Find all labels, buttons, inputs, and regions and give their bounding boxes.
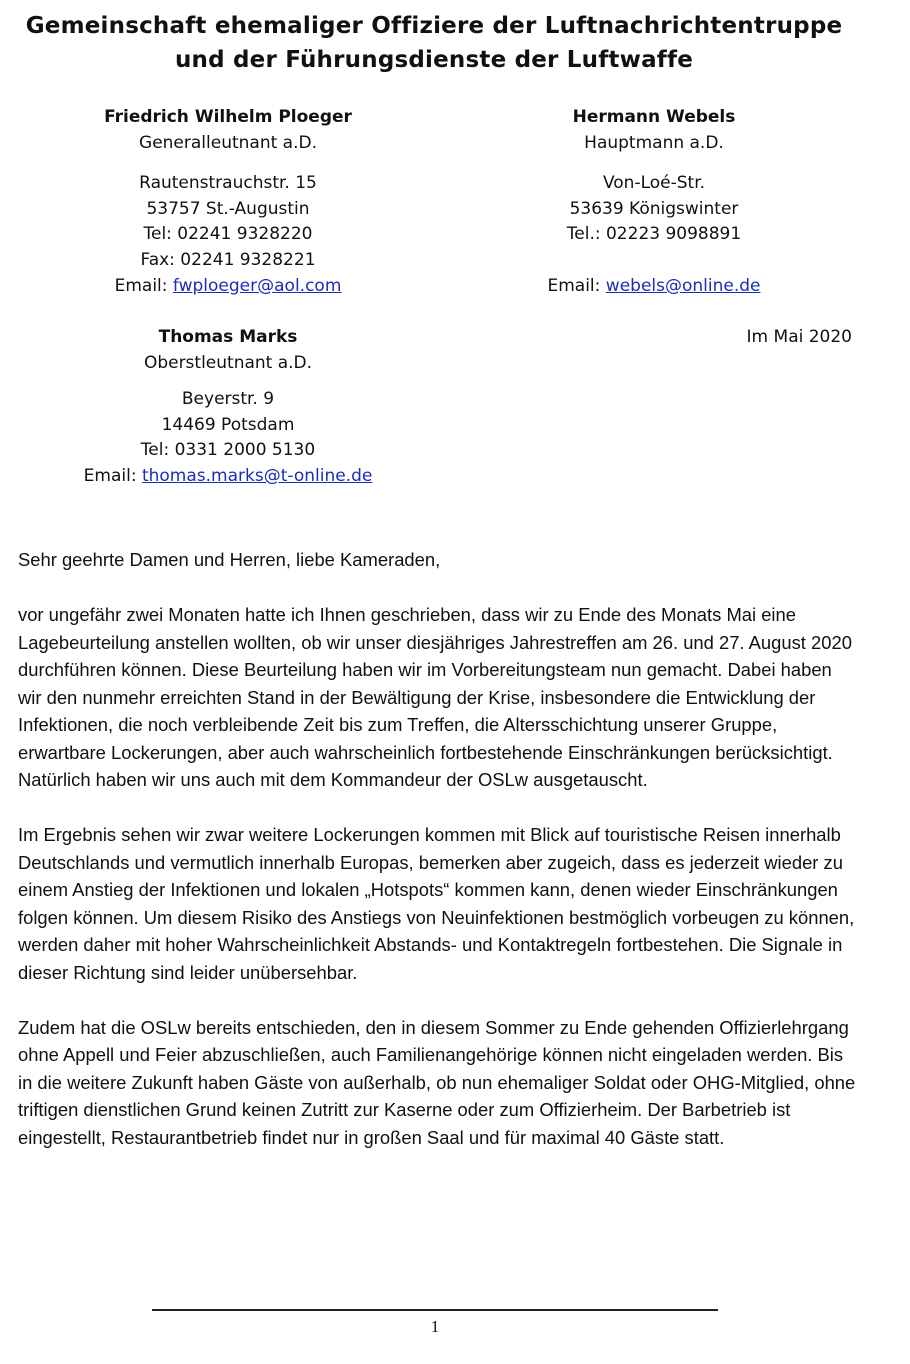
letter-salutation: Sehr geehrte Damen und Herren, liebe Kameraden,	[18, 549, 441, 570]
contact-email-row	[78, 464, 378, 490]
organization-title-line-1: Gemeinschaft ehemaliger Offiziere der Luftnachrichtentruppe	[25, 13, 843, 39]
contact-email-label: Email:	[83, 465, 137, 486]
footer-divider	[152, 1309, 718, 1311]
contact-name: Hermann Webels	[572, 107, 736, 127]
contact-street: Beyerstr. 9	[181, 389, 275, 410]
contact-email-label: Email:	[114, 275, 168, 296]
contact-phone: Tel.: 02223 9098891	[566, 224, 742, 245]
contact-email-row	[78, 274, 378, 300]
contact-email-label: Email:	[547, 275, 601, 296]
letter-paragraph-2: Im Ergebnis sehen wir zwar weitere Lockerungen kommen mit Blick auf touristische Reisen innerhalb Deutschlands und vermutlich innerhalb Europas, bemerken aber zugeich, dass es jederzeit wieder zu einem Anstieg der Infektionen und lokalen „Hotspots“ kommen kann, denen wieder Einschränkungen folgen können. Um diesem Risiko des Anstiegs von Neuinfektionen bestmöglich vorbeugen zu können, werden daher mit hoher Wahrscheinlichkeit Abstands- und Kontaktregeln fortbestehen. Die Signale in dieser Richtung sind leider unübersehbar.	[18, 824, 855, 983]
contact-city: 14469 Potsdam	[161, 414, 295, 435]
contact-fax: Fax: 02241 9328221	[140, 249, 316, 270]
contact-block-webels	[504, 105, 804, 299]
letter-body	[18, 546, 858, 1179]
contact-city: 53639 Königswinter	[569, 198, 739, 219]
contact-street: Rautenstrauchstr. 15	[139, 173, 317, 194]
letter-paragraph-3: Zudem hat die OSLw bereits entschieden, den in diesem Sommer zu Ende gehenden Offizierlehrgang ohne Appell und Feier abzuschließen, auch Familienangehörige können nicht eingeladen werden. Bis in die weitere Zukunft haben Gäste von außerhalb, ob nun ehemaliger Soldat oder OHG-Mitglied, ohne triftigen dienstlichen Grund keinen Zutritt zur Kaserne oder zum Offizierheim. Der Barbetrieb ist eingestellt, Restaurantbetrieb findet nur in großen Saal und für maximal 40 Gäste statt.	[18, 1016, 856, 1148]
contact-phone: Tel: 0331 2000 5130	[140, 440, 316, 461]
letter-date: Im Mai 2020	[746, 327, 852, 347]
contact-name: Thomas Marks	[158, 327, 298, 347]
organization-title	[0, 9, 868, 77]
contact-rank: Generalleutnant a.D.	[139, 132, 317, 153]
contact-block-marks	[78, 325, 378, 490]
contact-street: Von-Loé-Str.	[602, 173, 706, 194]
letter-paragraph-1: vor ungefähr zwei Monaten hatte ich Ihnen geschrieben, dass wir zu Ende des Monats Mai eine Lagebeurteilung anstellen wollten, ob wir unser diesjähriges Jahrestreffen am 26. und 27. August 2020 durchführen können. Diese Beurteilung haben wir im Vorbereitungsteam nun gemacht. Dabei haben wir den nunmehr erreichten Stand in der Bewältigung der Krise, insbesondere die Entwicklung der Infektionen, die noch verbleibende Zeit bis zum Treffen, die Altersschichtung unserer Gruppe, erwartbare Lockerungen, aber auch wahrscheinlich fortbestehende Einschränkungen berücksichtigt. Natürlich haben wir uns auch mit dem Kommandeur der OSLw ausgetauscht.	[18, 604, 852, 790]
contact-phone: Tel: 02241 9328220	[143, 224, 313, 245]
organization-title-line-2: und der Führungsdienste der Luftwaffe	[174, 47, 694, 73]
page-number: 1	[430, 1317, 440, 1336]
contact-email-link[interactable]: webels@online.de	[605, 275, 761, 296]
contact-block-ploeger	[78, 105, 378, 299]
contact-city: 53757 St.-Augustin	[146, 198, 310, 219]
contact-rank: Hauptmann a.D.	[584, 132, 724, 153]
contact-email-link[interactable]: thomas.marks@t-online.de	[141, 465, 373, 486]
contact-rank: Oberstleutnant a.D.	[143, 352, 313, 373]
contact-name: Friedrich Wilhelm Ploeger	[104, 107, 352, 127]
contact-email-row	[504, 274, 804, 300]
contact-email-link[interactable]: fwploeger@aol.com	[172, 275, 342, 296]
